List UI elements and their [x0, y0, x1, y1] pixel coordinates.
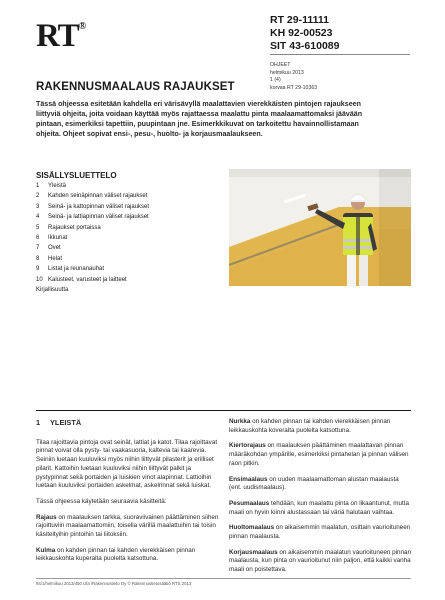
- page-title: RAKENNUSMAALAUS RAJAUKSET: [36, 81, 235, 93]
- toc-item-label: Kalusteet, varusteet ja laitteet: [48, 276, 127, 283]
- painter-illustration: [229, 169, 411, 286]
- meta-date: helmikuu 2013: [270, 69, 304, 76]
- paragraph: Tilaa rajoittavia pintoja ovat seinät, lattiat ja katot. Tilaa rajoittavat pinnat voivat olla pysty- tai vaakasuoria, kaltevia tai kaarevia. Seiniin luetaan kuuluviksi myös niihin liittyvät pilasterit ja erilliset pilarit. Kattoihin luetaan kuuluviksi niihin liittyvät palkit ja pystypinnat sekä portaiden ja luiskien vinot alapinnat. Lattioihin luetaan kuuluviksi portaiden askelmat, askelrinnat sekä luiskat.: [36, 438, 218, 490]
- toc-item[interactable]: [36, 212, 149, 222]
- rt-logo: [36, 20, 85, 53]
- toc-item[interactable]: [36, 233, 149, 243]
- section-heading: [36, 419, 219, 428]
- toc-item[interactable]: [36, 191, 149, 201]
- intro-paragraph: Tässä ohjeessa esitetään kahdella eri värisävyllä maalattavien vierekkäisten pintojen rajaukseen liittyviä ohjeita, joita voidaan käyttää myös rajattaessa maalattu pinta maalaamattomaksi jäävään pintaan, esimerkiksi tapettiin, puupintaan jne. Esimerkkikuvat on tarkoitettu havainnollistamaan ohjeita. Ohjeet sopivat ensi-, pesu-, huolto- ja korjausmaalaukseen.: [36, 100, 363, 138]
- definition-term: Pesumaalaus: [229, 499, 270, 507]
- toc-item-number: 5: [36, 224, 40, 231]
- toc-item-number: 1: [36, 183, 40, 189]
- meta-replaces: korvaa RT 29-10363: [270, 84, 318, 91]
- definition-text: on uuden maalaamattoman alustan maalausta (ent. uudismaalaus).: [229, 475, 399, 492]
- paragraph: Tässä ohjeessa käytetään seuraavia käsitteitä:: [36, 497, 167, 505]
- toc-item-label: Kahden seinäpinnan väliset rajaukset: [48, 193, 148, 200]
- definition-term: Korjausmaalaus: [229, 548, 278, 556]
- definition-text: on maalauksen tarkka, suoraviivainen päättäminen siihen rajoittuviin maalaamattomiin, toisella värillä maalattuihin tai toisin käsiteltyihin pintoihin tai liitoksiin.: [36, 513, 219, 539]
- definition-paragraph: [229, 500, 412, 517]
- definition-text: on maalauksen päättäminen maalattavan pinnan määräkohdan ympärille, esimerkiksi pintahelan ja pinnan välisen raon pitkin.: [229, 442, 409, 467]
- section-title: YLEISTÄ: [50, 418, 82, 427]
- code-kh: KH 92-00523: [270, 27, 333, 39]
- toc-item-number: 9: [36, 266, 40, 273]
- code-sit: SIT 43-610089: [270, 40, 340, 52]
- toc-item[interactable]: [36, 254, 149, 264]
- meta-pages: 1 (4): [270, 77, 281, 83]
- toc-item-label: Kirjallisuutta: [36, 287, 69, 294]
- toc-item[interactable]: [36, 264, 149, 274]
- definition-term: Ensimaalaus: [229, 475, 268, 483]
- toc-item-number: 2: [36, 193, 40, 200]
- toc-item-label: Helat: [48, 255, 63, 262]
- painter-photo: [229, 169, 411, 286]
- section-divider: [36, 410, 411, 411]
- toc-item-label: Listat ja reunanauhat: [48, 266, 105, 273]
- toc-item[interactable]: [36, 285, 149, 295]
- registered-mark: ®: [78, 21, 86, 32]
- document-meta: [270, 62, 317, 92]
- toc-item-label: Rajaukset portaissa: [48, 224, 101, 231]
- definition-term: Kulma: [36, 546, 56, 554]
- toc-item[interactable]: [36, 181, 149, 191]
- footer-rule: [36, 578, 411, 579]
- toc-item-number: 10: [36, 276, 43, 283]
- header-rule: [270, 54, 410, 55]
- toc-item[interactable]: [36, 223, 149, 233]
- body-left-column: [36, 419, 219, 571]
- definition-paragraph: [229, 524, 412, 541]
- definition-text: on aikaisemmin maalatun vaurioituneen pinnan maalausta, kun pinta on vaurioitunut niin paljon, että kaikki vanha maali on poistettava.: [229, 548, 412, 574]
- toc-item-label: Yleistä: [48, 183, 67, 189]
- toc-item[interactable]: [36, 202, 149, 212]
- definition-paragraph: [229, 418, 412, 435]
- section-number: 1: [36, 418, 41, 427]
- definition-paragraph: [229, 442, 412, 468]
- meta-type: OHJEET: [270, 62, 291, 68]
- toc-item-label: Seinä- ja kattopinnan väliset rajaukset: [48, 203, 150, 210]
- logo-text: RT: [36, 18, 79, 54]
- toc-heading: SISÄLLYSLUETTELO: [36, 171, 117, 180]
- definition-paragraph: [229, 476, 412, 493]
- footer-text: 94/1/helmikuu 2013/450 Ufa /Rakennustieto Oy © Rakennustietosäätiö RTS 2013: [36, 581, 192, 586]
- toc-item-label: Ikkunat: [48, 235, 68, 242]
- toc-item-number: 4: [36, 214, 40, 221]
- definition-term: Nurkka: [229, 418, 251, 425]
- definition-paragraph: [36, 547, 219, 564]
- toc-item-label: Seinä- ja lattiapinnan väliset rajaukset: [48, 214, 149, 221]
- body-right-column: [229, 418, 412, 582]
- definition-text: on kahden pinnan tai kahden vierekkäisen pinnan leikkauskohta koveralta puolelta katsottuna.: [229, 418, 391, 434]
- intro-text: [36, 100, 381, 140]
- toc-item-number: 7: [36, 245, 40, 252]
- toc-item[interactable]: [36, 275, 149, 285]
- definition-text: tehdään, kun maalattu pinta on likaantunut, mutta maali on hyvin kiinni alustassaan tai väriä halutaan vaihtaa.: [229, 499, 409, 516]
- code-rt: RT 29-11111: [270, 14, 329, 26]
- definition-term: Rajaus: [36, 513, 57, 521]
- toc-item-number: 3: [36, 203, 40, 210]
- definition-paragraph: [36, 514, 219, 540]
- definition-paragraph: [229, 549, 412, 575]
- toc-item[interactable]: [36, 243, 149, 253]
- toc-item-label: Ovet: [48, 245, 61, 252]
- definition-text: on kahden pinnan tai kahden vierekkäisen pinnan leikkauskohta kuperalta puolelta katsottuna.: [36, 546, 196, 563]
- toc-item-number: 8: [36, 255, 40, 262]
- definition-text: on aikaisemmin maalatun, osittain vaurioituneen pinnan maalausta.: [229, 524, 411, 541]
- definition-term: Kiertorajaus: [229, 442, 266, 450]
- definition-term: Huoltomaalaus: [229, 524, 275, 532]
- table-of-contents: [36, 181, 149, 295]
- toc-item-number: 6: [36, 235, 40, 242]
- document-codes: [270, 14, 339, 53]
